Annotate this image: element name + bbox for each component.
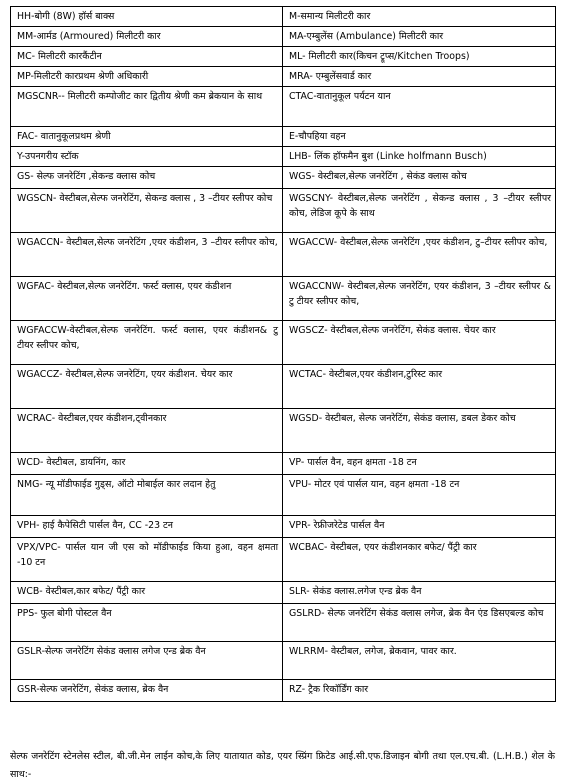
footer-note: सेल्फ जनरेटिंग स्टेनलेस स्टील, बी.जी.मेन लाईन कोच,के लिए यातायात कोड, एयर स्प्रिंग फ्रिटेड आई.सी.एफ.डिजाइन बोगी तथा एल.एच.बी. (L.H.B.) शेल के साथ:- (10, 751, 555, 781)
code-cell-left: VPX/VPC- पार्सल यान जी एस को मॉडीफाईड किया हुआ, वहन क्षमता -10 टन (11, 538, 283, 582)
code-cell-right: MA-एम्बुलेंस (Ambulance) मिलीटरी कार (283, 27, 556, 47)
coach-codes-table-body (11, 7, 556, 702)
table-row (11, 7, 556, 27)
code-cell-right: WGSCNY- वेस्टीबल,सेल्फ जनरेटिंग , सेकन्ड क्लास , 3 –टीयर स्लीपर कोच, लेडिज कूपे के साथ (283, 189, 556, 233)
code-cell-right: WCBAC- वेस्टीबल, एयर कंडीशनकार बफेट/ पैंट्री कार (283, 538, 556, 582)
code-cell-right: M-समान्य मिलीटरी कार (283, 7, 556, 27)
table-row (11, 604, 556, 642)
code-cell-left: WGFACCW-वेस्टीबल,सेल्फ जनरेटिंग. फर्स्ट क्लास, एयर कंडीशन& टु टीयर स्लीपर कोच, (11, 321, 283, 365)
code-cell-left: FAC- वातानुकूलप्रथम श्रेणी (11, 127, 283, 147)
code-cell-right: WGACCNW- वेस्टीबल,सेल्फ जनरेटिंग, एयर कंडीशन, 3 –टीयर स्लीपर & टु टीयर स्लीपर कोच, (283, 277, 556, 321)
code-cell-right: VPR- रेफ्रीजरेटेड पार्सल वैन (283, 516, 556, 538)
code-cell-right: WGSD- वेस्टीबल, सेल्फ जनरेटिंग, सेकंड क्लास, डबल डेकर कोच (283, 409, 556, 453)
table-row (11, 680, 556, 702)
code-cell-left: WGACCN- वेस्टीबल,सेल्फ जनरेटिंग ,एयर कंडीशन, 3 –टीयर स्लीपर कोच, (11, 233, 283, 277)
table-row (11, 538, 556, 582)
table-row (11, 365, 556, 409)
code-cell-left: PPS- फुल बोगी पोस्टल वैन (11, 604, 283, 642)
code-cell-left: GS- सेल्फ जनरेटिंग ,सेकन्ड क्लास कोच (11, 167, 283, 189)
table-row (11, 475, 556, 516)
code-cell-left: GSR-सेल्फ जनरेटिंग, सेकंड क्लास, ब्रेक वैन (11, 680, 283, 702)
code-cell-right: RZ- ट्रैक रिकॉर्डिंग कार (283, 680, 556, 702)
code-cell-left: WCB- वेस्टीबल,कार बफेट/ पैंट्री कार (11, 582, 283, 604)
code-cell-left: Y-उपनगरीय स्टॉक (11, 147, 283, 167)
table-row (11, 516, 556, 538)
table-row (11, 127, 556, 147)
coach-codes-table (10, 6, 556, 702)
code-cell-left: GSLR-सेल्फ जनरेटिंग सेकंड क्लास लगेज एन्ड ब्रेक वैन (11, 642, 283, 680)
code-cell-left: MGSCNR-- मिलीटरी कम्पोजीट कार द्वितीय श्रेणी कम ब्रेकयान के साथ (11, 87, 283, 127)
table-row (11, 233, 556, 277)
code-cell-right: WGSCZ- वेस्टीबल,सेल्फ जनरेटिंग, सेकंड क्लास. चेयर कार (283, 321, 556, 365)
table-row (11, 47, 556, 67)
table-row (11, 582, 556, 604)
table-row (11, 67, 556, 87)
code-cell-left: NMG- न्यू मॉडीफाईड गुड्स, ऑटो मोबाईल कार लदान हेतु (11, 475, 283, 516)
table-row (11, 277, 556, 321)
code-cell-right: MRA- एम्बुलेंसवार्ड कार (283, 67, 556, 87)
code-cell-left: MP-मिलीटरी कारप्रथम श्रेणी अधिकारी (11, 67, 283, 87)
code-cell-left: VPH- हाई कैपेसिटी पार्सल वैन, CC -23 टन (11, 516, 283, 538)
table-row (11, 167, 556, 189)
code-cell-right: VPU- मोटर एवं पार्सल यान, वहन क्षमता -18 टन (283, 475, 556, 516)
table-row (11, 409, 556, 453)
code-cell-left: WCRAC- वेस्टीबल,एयर कंडीशन,ट्वीनकार (11, 409, 283, 453)
code-cell-left: MC- मिलीटरी कारकैंटीन (11, 47, 283, 67)
code-cell-right: WLRRM- वेस्टीबल, लगेज, ब्रेकवान, पावर कार. (283, 642, 556, 680)
code-cell-right: WGS- वेस्टीबल,सेल्फ जनरेटिंग , सेकंड क्लास कोच (283, 167, 556, 189)
code-cell-right: LHB- लिंक हॉफमैन बुश (Linke holfmann Busch) (283, 147, 556, 167)
table-row (11, 87, 556, 127)
code-cell-right: VP- पार्सल वैन, वहन क्षमता -18 टन (283, 453, 556, 475)
code-cell-right: GSLRD- सेल्फ जनरेटिंग सेकंड क्लास लगेज, ब्रेक वैन एंड डिसएबल्ड कोच (283, 604, 556, 642)
table-row (11, 642, 556, 680)
code-cell-left: WGSCN- वेस्टीबल,सेल्फ जनरेटिंग, सेकन्ड क्लास , 3 –टीयर स्लीपर कोच (11, 189, 283, 233)
table-row (11, 321, 556, 365)
code-cell-right: E-चौपहिया वहन (283, 127, 556, 147)
code-cell-right: CTAC-वातानुकूल पर्यटन यान (283, 87, 556, 127)
code-cell-right: SLR- सेकंड क्लास.लगेज एन्ड ब्रेक वैन (283, 582, 556, 604)
code-cell-right: WGACCW- वेस्टीबल,सेल्फ जनरेटिंग ,एयर कंडीशन, टु–टीयर स्लीपर कोच, (283, 233, 556, 277)
code-cell-left: HH-बोगी (8W) हॉर्स बाक्स (11, 7, 283, 27)
code-cell-right: ML- मिलीटरी कार(किचन ट्रूप्स/Kitchen Troops) (283, 47, 556, 67)
table-row (11, 27, 556, 47)
code-cell-left: MM-आर्मड (Armoured) मिलीटरी कार (11, 27, 283, 47)
table-row (11, 147, 556, 167)
code-cell-left: WGFAC- वेस्टीबल,सेल्फ जनरेटिंग. फर्स्ट क्लास, एयर कंडीशन (11, 277, 283, 321)
code-cell-left: WCD- वेस्टीबल, डायनिंग, कार (11, 453, 283, 475)
code-cell-left: WGACCZ- वेस्टीबल,सेल्फ जनरेटिंग, एयर कंडीशन. चेयर कार (11, 365, 283, 409)
code-cell-right: WCTAC- वेस्टीबल,एयर कंडीशन,टुरिस्ट कार (283, 365, 556, 409)
table-row (11, 189, 556, 233)
table-row (11, 453, 556, 475)
